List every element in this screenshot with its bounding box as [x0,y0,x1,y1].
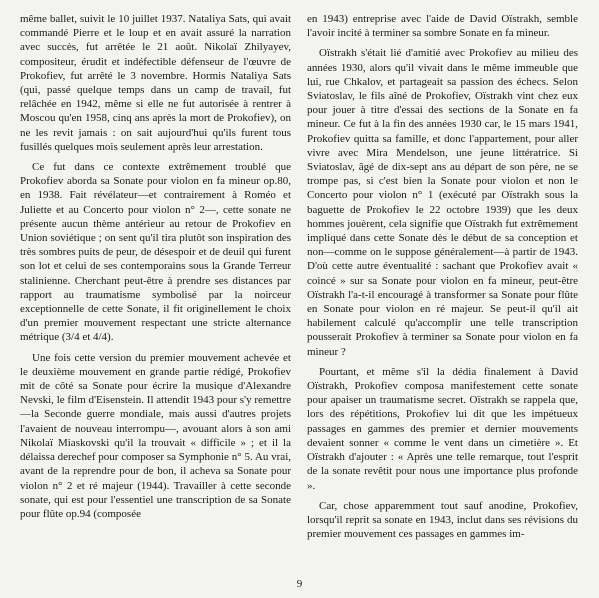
paragraph: Ce fut dans ce contexte extrêmement troublé que Prokofiev aborda sa Sonate pour violon en fa mineur op.80, en 1938. Fait révélateur—et contrairement à Roméo et Juliette et au Concerto pour violon n° 2—, cette sonate ne présente aucun thème antérieur au retour de Prokofiev en Union soviétique ; on sent qu'il tira plutôt son inspiration des très sombres puits de peur, de désespoir et de deuil qui furent son lot et celui de ses contemporains sous la Grande Terreur stalinienne. Cherchant peut-être à prendre ses distances par rapport au traumatisme symbolisé par la noirceur exceptionnelle de cette Sonate, il fit originellement le choix d'un premier mouvement respectant une stricte alternance métrique (3/4 et 4/4). [20,161,291,344]
paragraph: Car, chose apparemment tout sauf anodine, Prokofiev, lorsqu'il reprit sa sonate en 1943, inclut dans ses révisions du premier mouvement ces passages en gammes im- [307,499,578,541]
paragraph: Une fois cette version du premier mouvement achevée et le deuxième mouvement en grande partie rédigé, Prokofiev mit de côté sa Sonate pour écrire la musique d'Alexandre Nevski, le film d'Eisenstein. Il attendit 1943 pour s'y remettre—la Seconde guerre mondiale, mais aussi d'autres projets l'avaient de nouveau interrompu—, avouant alors à son ami Nikolaï Miaskovski qu'il la trouvait « difficile » ; et il la délaissa derechef pour composer sa Symphonie n° 5. Au vrai, avant de la reprendre pour de bon, il acheva sa Sonate pour violon n° 2 et ré majeur (1944). Travailler à cette seconde sonate, qui est pour l'essentiel une transcription de sa Sonate pour flûte op.94 (composée [20,351,291,520]
paragraph: même ballet, suivit le 10 juillet 1937. Nataliya Sats, qui avait commandé Pierre et le loup et en avait assuré la narration avec succès, fut arrêtée le 21 août. Nikolaï Zhilyayev, compositeur, érudit et indéfectible défenseur de l'œuvre de Prokofiev, fut arrêté le 3 novembre. Hormis Nataliya Sats (qui, passé quelque temps dans un camp de travail, fut relâchée en 1942, même si elle ne fut autorisée à rentrer à Moscou qu'en 1958, cinq ans après la mort de Prokofiev), on ne les revit jamais : on sait aujourd'hui qu'ils furent tous fusillés quelques mois seulement après leur arrestation. [20,13,291,153]
page-number: 9 [296,578,303,590]
paragraph: Oïstrakh s'était lié d'amitié avec Prokofiev au milieu des années 1930, alors qu'il vivait dans le même immeuble que lui, rue Chkalov, et partageait sa passion des échecs. Selon Sviatoslav, le fils aîné de Prokofiev, Oïstrakh vint chez eux pour jouer à titre d'essai des sections de la Sonate en fa mineur. Ce fut à la fin des années 1930 car, le 15 mars 1941, Prokofiev quitta sa famille, et donc l'appartement, pour aller vivre avec Mira Mendelson, une jeune littératrice. Si Sviatoslav, âgé de dix-sept ans au départ de son père, ne se trompe pas, si c'est bien la Sonate pour violon et non le Concerto pour violon n° 1 (exécuté par Oïstrakh sous la baguette de Prokofiev le 22 octobre 1939) que les deux hommes jouèrent, cela signifie que Oïstrakh fut extrêmement impliqué dans cette Sonate dès le début de sa conception et non—comme on le suppose généralement—à partir de 1943. D'où cette autre éventualité : sachant que Prokofiev avait « coincé » sur sa Sonate pour violon en fa mineur, peut-être Oïstrakh l'a-t-il encouragé à transformer sa Sonate pour flûte en Sonate pour violon en ré majeur. Se peut-il qu'il ait habilement calculé qu'accomplir une telle transcription pousserait Prokofiev à terminer sa Sonate pour violon en fa mineur ? [307,47,578,358]
left-column [20,12,291,527]
right-column [307,12,578,547]
paragraph: Pourtant, et même s'il la dédia finalement à David Oïstrakh, Prokofiev composa manifestement cette sonate pour apaiser un traumatisme secret. Oïstrakh se rappela que, lors des répétitions, Prokofiev lui dit que les impétueux passages en gammes des premier et dernier mouvements devaient sonner « comme le vent dans un cimetière ». Et Oïstrakh d'ajouter : « Après une telle remarque, tout l'esprit de la sonate revêtit pour nous une importance plus profonde ». [307,365,578,492]
paragraph: en 1943) entreprise avec l'aide de David Oïstrakh, semble l'avoir incité à terminer sa sombre Sonate en fa mineur. [307,13,578,40]
